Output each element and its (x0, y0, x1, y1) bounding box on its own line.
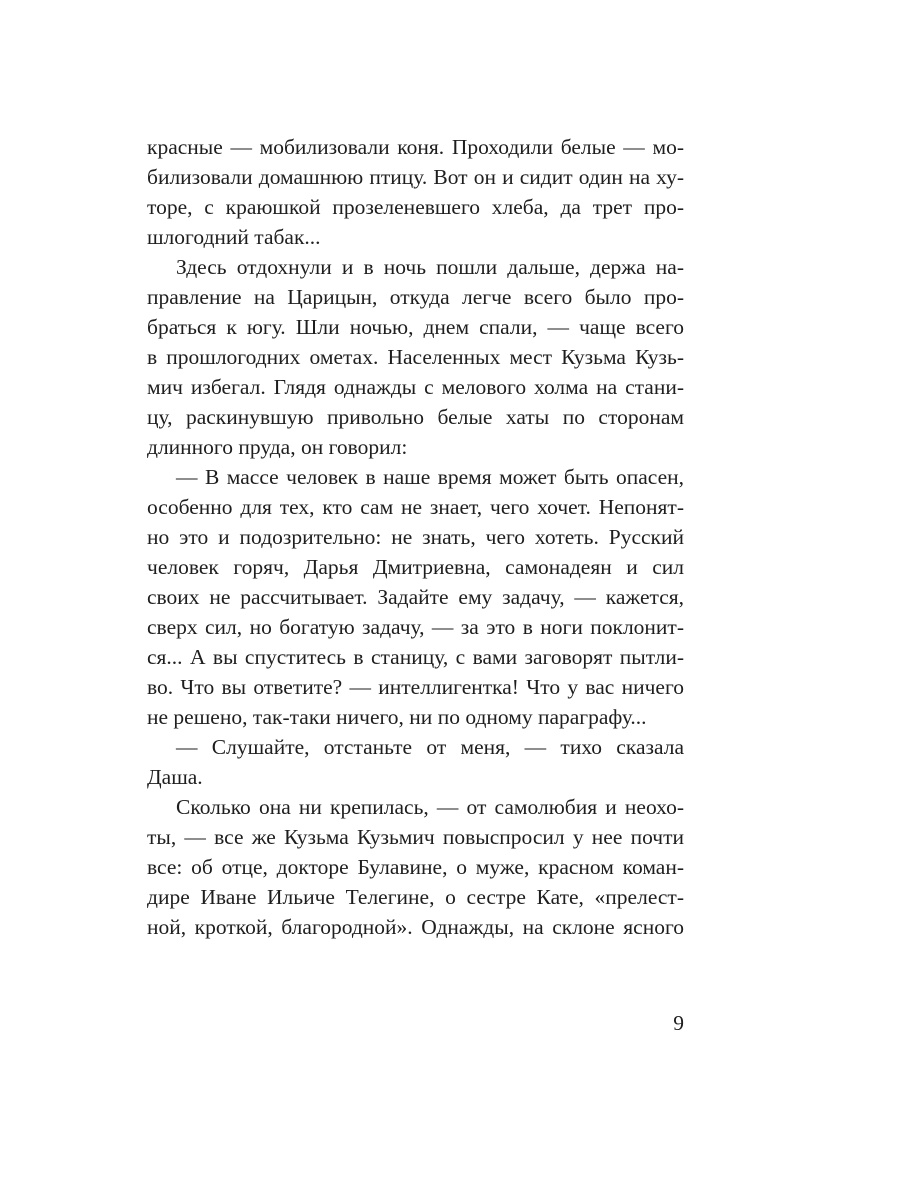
text-line: не решено, так-таки ничего, ни по одному параграфу... (147, 705, 647, 729)
text-line: особенно для тех, кто сам не знает, чего хочет. Непонят- (147, 495, 684, 519)
paragraph (147, 252, 684, 462)
text-line: Здесь отдохнули и в ночь пошли дальше, держа на- (176, 255, 684, 279)
text-line: сверх сил, но богатую задачу, — за это в ноги поклонит- (147, 615, 684, 639)
text-line: — Слушайте, отстаньте от меня, — тихо сказала (176, 735, 684, 759)
text-line: Даша. (147, 765, 203, 789)
text-line: мич избегал. Глядя однажды с мелового холма на стани- (147, 375, 684, 399)
text-line: во. Что вы ответите? — интеллигентка! Что у вас ничего (147, 675, 684, 699)
text-line: торе, с краюшкой прозеленевшего хлеба, да трет про- (147, 195, 684, 219)
text-line: все: об отце, докторе Булавине, о муже, красном коман- (147, 855, 684, 879)
text-line: браться к югу. Шли ночью, днем спали, — чаще всего (147, 315, 684, 339)
text-line: билизовали домашнюю птицу. Вот он и сидит один на ху- (147, 165, 684, 189)
paragraph (147, 462, 684, 732)
text-line: ной, кроткой, благородной». Однажды, на склоне ясного (147, 915, 684, 939)
text-line: человек горяч, Дарья Дмитриевна, самонадеян и сил (147, 555, 684, 579)
text-line: красные — мобилизовали коня. Проходили белые — мо- (147, 135, 684, 159)
text-line: в прошлогодних ометах. Населенных мест Кузьма Кузь- (147, 345, 684, 369)
text-line: ся... А вы спуститесь в станицу, с вами заговорят пытли- (147, 645, 684, 669)
text-line: — В массе человек в наше время может быть опасен, (176, 465, 684, 489)
text-line: ты, — все же Кузьма Кузьмич повыспросил у нее почти (147, 825, 684, 849)
text-line: Сколько она ни крепилась, — от самолюбия и неохо- (176, 795, 684, 819)
body-text (147, 132, 684, 942)
text-line: дире Иване Ильиче Телегине, о сестре Кате, «прелест- (147, 885, 684, 909)
page-number: 9 (673, 1011, 684, 1035)
text-line: шлогодний табак... (147, 225, 321, 249)
text-line: но это и подозрительно: не знать, чего хотеть. Русский (147, 525, 684, 549)
paragraph (147, 732, 684, 792)
text-line: длинного пруда, он говорил: (147, 435, 408, 459)
paragraph (147, 792, 684, 942)
text-line: своих не рассчитывает. Задайте ему задачу, — кажется, (147, 585, 684, 609)
text-line: цу, раскинувшую привольно белые хаты по сторонам (147, 405, 684, 429)
paragraph (147, 132, 684, 252)
text-line: правление на Царицын, откуда легче всего было про- (147, 285, 684, 309)
